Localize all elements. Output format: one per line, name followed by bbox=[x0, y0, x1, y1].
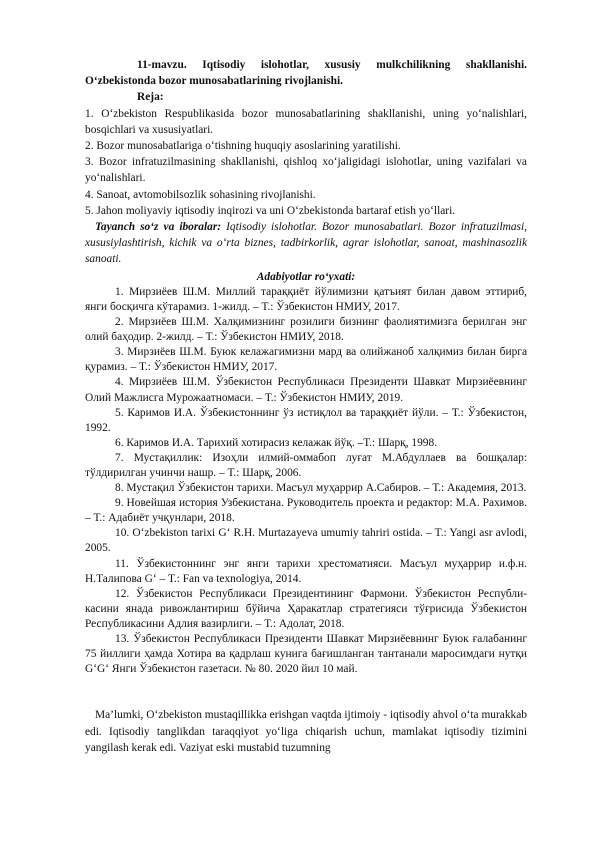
keywords-label: Tayanch so‘z va iboralar: bbox=[95, 221, 222, 234]
reference-item: 11. Ўзбекистоннинг энг янги тарихи хрестоматияси. Масъул муҳаррир и.ф.н. Н.Талипова G‘ – Т.: Fan va texnologiya, 2014. bbox=[85, 557, 527, 585]
plan-label: Reja: bbox=[137, 91, 164, 104]
keywords-paragraph bbox=[85, 219, 527, 268]
reference-item: 10. O‘zbekiston tarixi G‘ R.H. Murtazayeva umumiy tahriri ostida. – T.: Yangi asr avlodi, 2005. bbox=[85, 527, 527, 555]
plan-item: 2. Bozor munosabatlariga o‘tishning huquqiy asoslarining yaratilishi. bbox=[85, 140, 401, 153]
blank-space bbox=[85, 677, 527, 707]
reference-item: 2. Мирзиёев Ш.М. Халқимизнинг розилиги бизнинг фаолиятимизга берилган энг олий баҳодир. 2-жилд. – Т.: Ўзбекистон НМИУ, 2018. bbox=[85, 316, 527, 344]
reference-item: 7. Мустақиллик: Изоҳли илмий-оммабоп луғат М.Абдуллаев ва бошқалар: тўлдирилган учинчи нашр. – Т.: Шарқ, 2006. bbox=[85, 451, 527, 479]
plan-item: 1. O‘zbekiston Respublikasida bozor munosabatlarining shakllanishi, uning yo‘nalishlari, bosqichlari va xususiyatlari. bbox=[85, 107, 527, 136]
topic-title: 11-mavzu. Iqtisodiy islohotlar, xususiy mulkchilikning shakllanishi. O‘zbekistonda bozor munosabatlarining rivojlanishi. bbox=[85, 59, 527, 88]
reference-item: 5. Каримов И.А. Ўзбекистоннинг ўз истиқлол ва тараққиёт йўли. – Т.: Ўзбекистон, 1992. bbox=[85, 406, 527, 434]
reference-item: 3. Мирзиёев Ш.М. Буюк келажагимизни мард ва олийжаноб халқимиз билан бирга қурамиз. – Т.: Ўзбекистон НМИУ, 2017. bbox=[85, 346, 527, 374]
literature-title: Adabiyotlar ro‘yxati: bbox=[256, 270, 356, 283]
reference-item: 4. Мирзиёев Ш.М. Ўзбекистон Республикаси Президенти Шавкат Мирзиёевнинг Олий Мажлисга Мурожаатномаси. – Т.: Ўзбекистон НМИУ, 2019. bbox=[85, 376, 527, 404]
reference-list bbox=[85, 285, 527, 677]
plan-list bbox=[85, 106, 527, 219]
reference-item: 12. Ўзбекистон Республикаси Президентининг Фармони. Ўзбекистон Республи-касини янада ривожлантириш бўйича Ҳаракатлар стратегияси тўғрисида Ўзбекистон Республикасини Адлия вазирлиги. – Т.: Адолат, 2018. bbox=[85, 587, 527, 630]
plan-item: 5. Jahon moliyaviy iqtisodiy inqirozi va uni O‘zbekistonda bartaraf etish yo‘llari. bbox=[85, 204, 456, 217]
body-paragraph: Ma’lumki, O‘zbekiston mustaqillikka erishgan vaqtda ijtimoiy - iqtisodiy ahvol o‘ta murakkab edi. Iqtisodiy tanglikdan taraqqiyot yo‘liga chiqarish uchun, mamlakat iqtisodiy tizimini yangilash kerak edi. Vaziyat eski mustabid tuzumning bbox=[85, 709, 527, 755]
plan-item: 3. Bozor infratuzilmasining shakllanishi, qishloq xo‘jaligidagi islohotlar, uning vazifalari va yo‘nalishlari. bbox=[85, 156, 527, 185]
reference-item: 9. Новейшая история Узбекистана. Руководитель проекта и редактор: М.А. Рахимов. – Т.: Адабиёт учқунлари, 2018. bbox=[85, 497, 527, 525]
reference-item: 13. Ўзбекистон Республикаси Президенти Шавкат Мирзиёевнинг Буюк ғалабанинг 75 йиллиги ҳамда Хотира ва қадрлаш кунига бағишланган тантанали маросимдаги нутқи G‘G‘ Янги Ўзбекистон газетаси. № 80. 2020 йил 10 май. bbox=[85, 633, 527, 676]
reference-item: 8. Мустақил Ўзбекистон тарихи. Масъул муҳаррир А.Сабиров. – Т.: Академия, 2013. bbox=[115, 482, 527, 495]
plan-item: 4. Sanoat, avtomobilsozlik sohasining rivojlanishi. bbox=[85, 188, 316, 201]
reference-item: 1. Мирзиёев Ш.М. Миллий тараққиёт йўлимизни қатъият билан давом эттириб, янги босқичга кўтарамиз. 1-жилд. – Т.: Ўзбекистон НМИУ, 2017. bbox=[85, 285, 527, 313]
document-page bbox=[85, 57, 527, 757]
reference-item: 6. Каримов И.А. Тарихий хотирасиз келажак йўқ. –Т.: Шарқ, 1998. bbox=[115, 436, 438, 449]
keywords-text: Iqtisodiy islohotlar. Bozor munosabatlari. Bozor infratuzilmasi, xususiylashtirish, kichik va o‘rta biznes, tadbirkorlik, agrar islohotlar, sanoat, mashinasozlik sanoati. bbox=[85, 221, 527, 266]
